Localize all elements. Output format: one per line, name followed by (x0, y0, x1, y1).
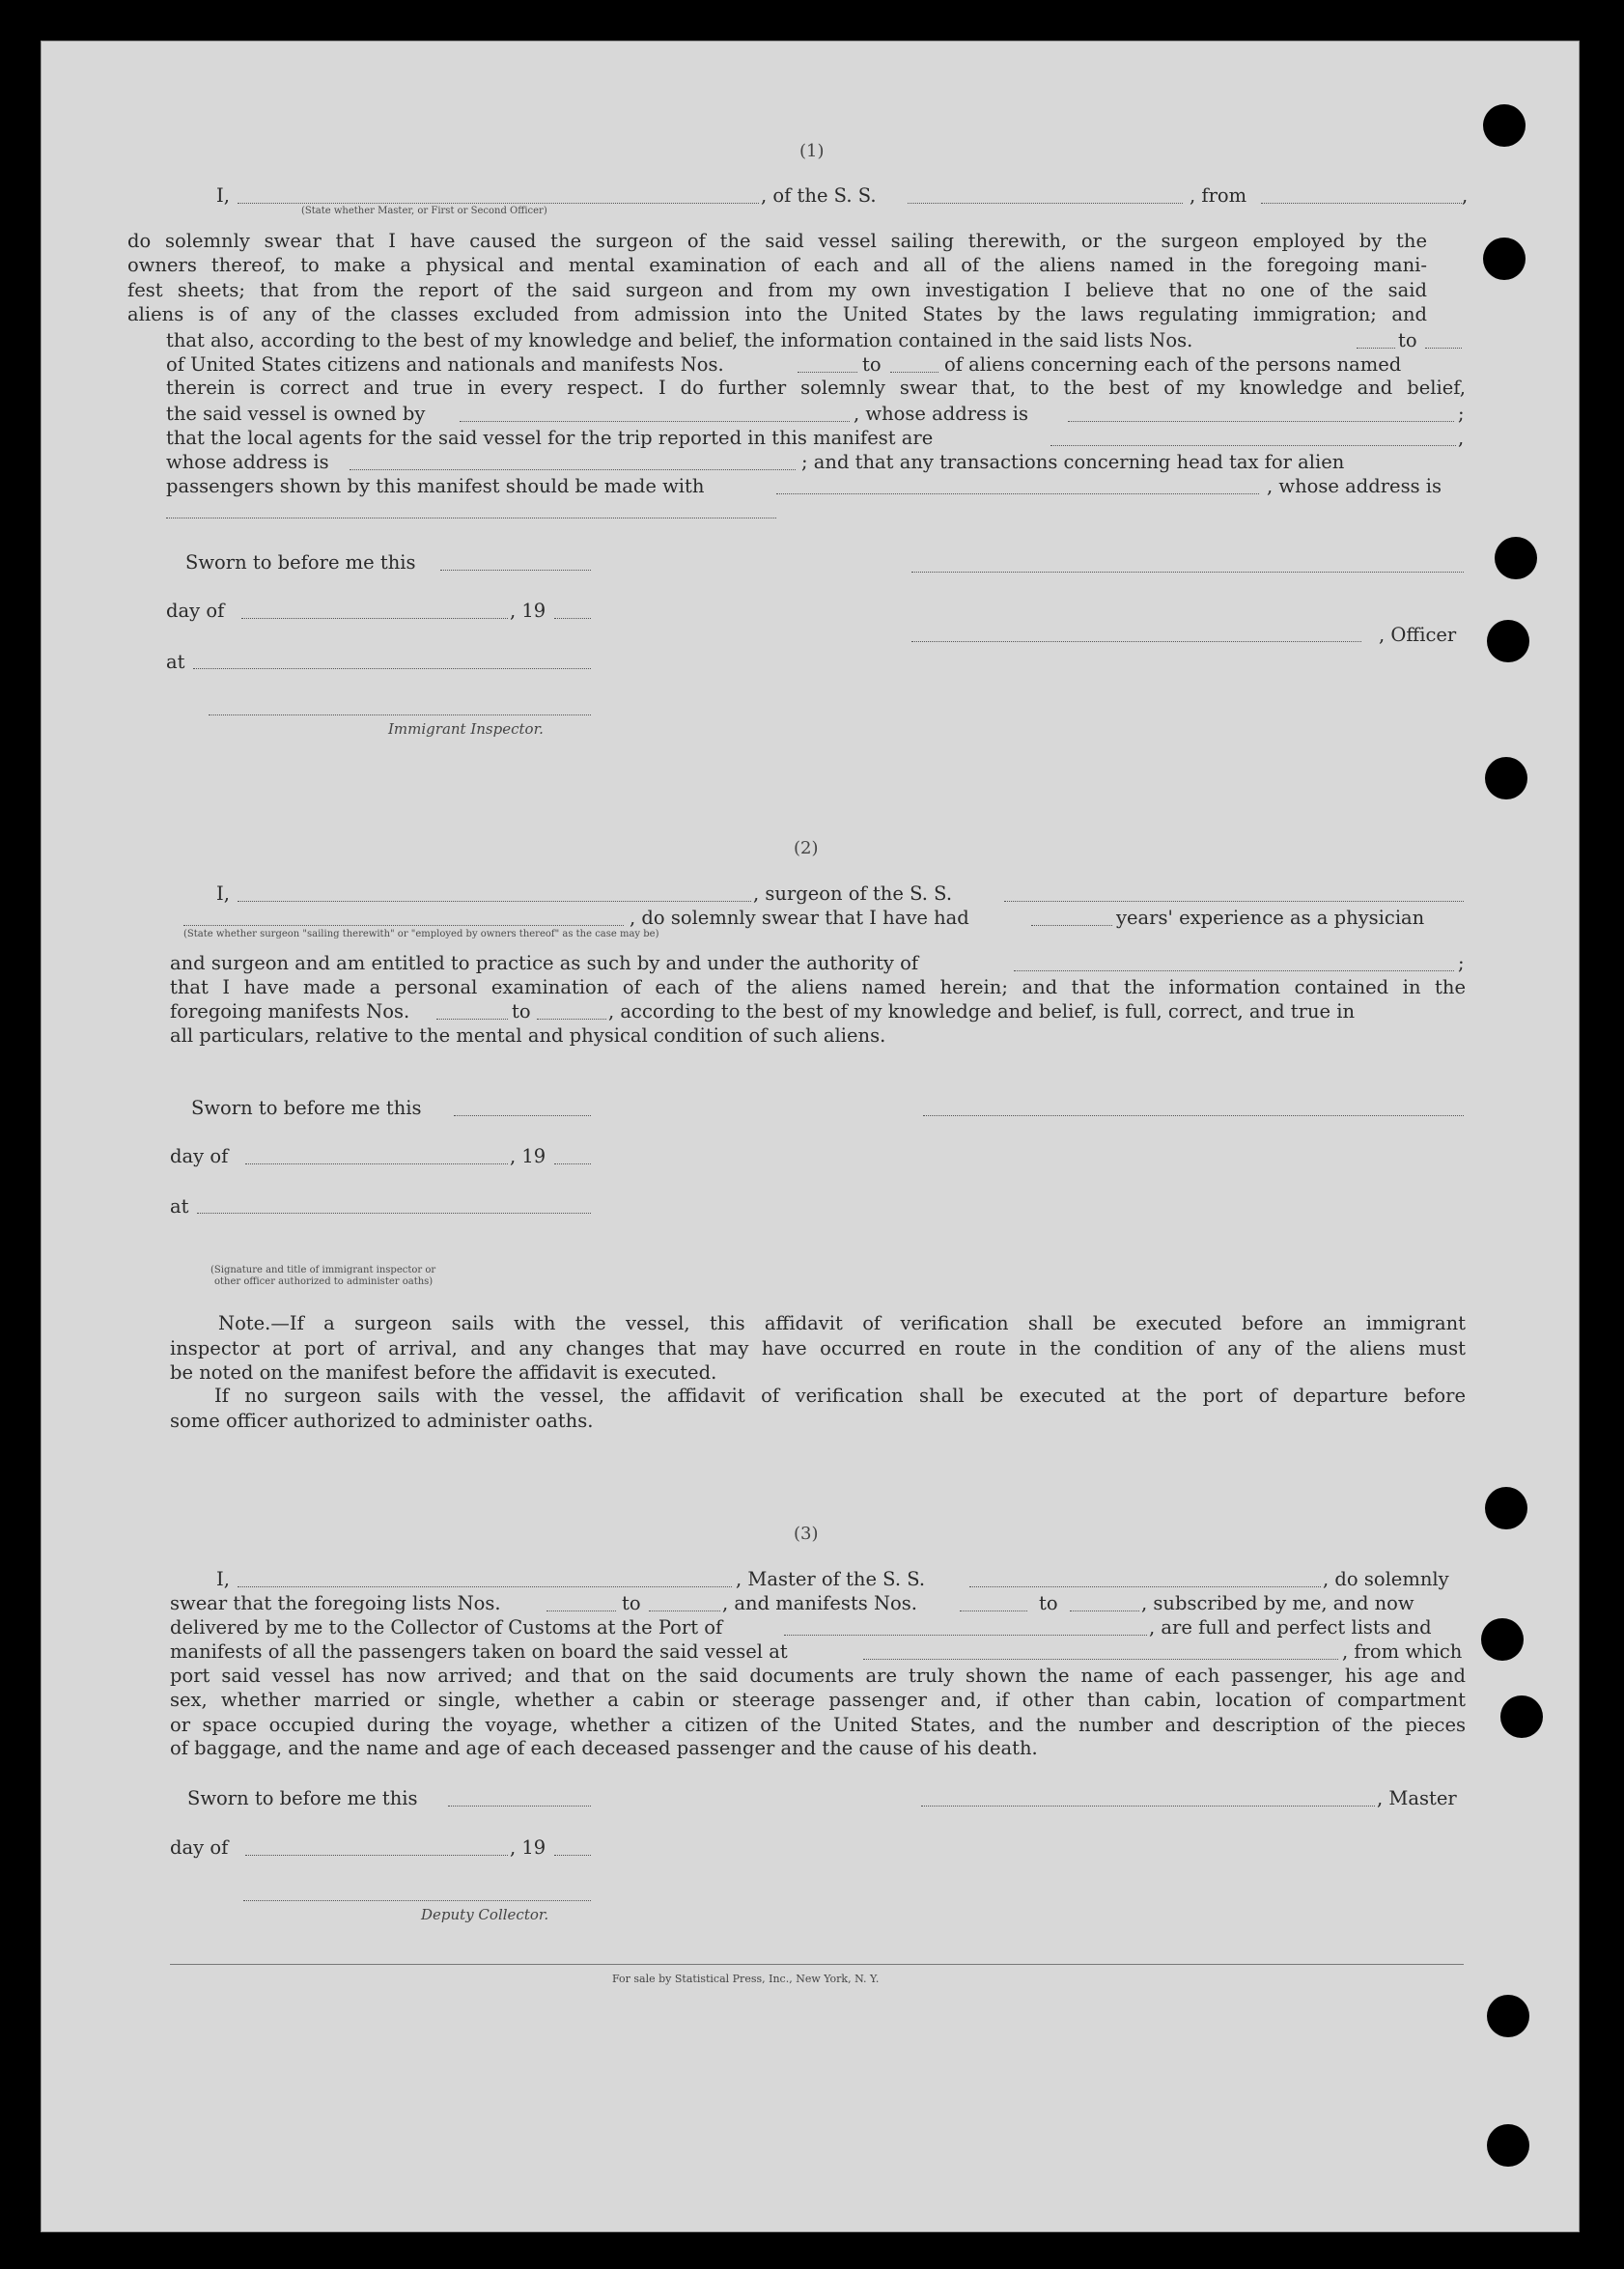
s1-inspector-sign-field[interactable] (209, 714, 591, 715)
s2-note-line-3: be noted on the manifest before the affidavit is executed. (170, 1361, 717, 1384)
s1-agents-address-label: whose address is (166, 451, 329, 473)
s1-line-7a: of United States citizens and nationals and manifests Nos. (166, 353, 724, 376)
s1-officer-name-field[interactable] (238, 203, 759, 204)
s1-owner-address-field[interactable] (1068, 421, 1454, 422)
s1-day-of-label: day of (166, 600, 225, 622)
s2-sig-hint-1: (Signature and title of immigrant inspector or (210, 1265, 436, 1275)
footer-publisher: For sale by Statistical Press, Inc., New York, N. Y. (612, 1973, 880, 1985)
s2-semicolon: ; (1458, 952, 1465, 974)
s3-i-label: I, (216, 1568, 230, 1590)
s1-line-1: do solemnly swear that I have caused the surgeon of the said vessel sailing therewith, or the surgeon employed by the (127, 230, 1427, 252)
s3-manifests-label: , and manifests Nos. (722, 1592, 917, 1614)
s1-day-of-field[interactable] (241, 618, 508, 619)
s1-manifests-from-field[interactable] (798, 372, 857, 373)
s1-semicolon: ; (1458, 403, 1465, 425)
s1-lists-from-field[interactable] (1357, 348, 1395, 349)
s1-line-2: owners thereof, to make a physical and mental examination of each and all of the aliens named in the foregoing mani- (127, 254, 1427, 276)
s1-officer-sign-field[interactable] (911, 641, 1361, 642)
s3-boarded-at-field[interactable] (863, 1659, 1338, 1660)
s1-headtax-party-field[interactable] (776, 493, 1259, 494)
s1-line-8: therein is correct and true in every respect. I do further solemnly swear that, to the best of my knowledge and belief, (166, 377, 1466, 399)
s1-owner-address-label: , whose address is (854, 403, 1029, 425)
s1-line-4: aliens is of any of the classes excluded from admission into the United States by the laws regulating immigration; and (127, 303, 1427, 325)
punch-hole (1500, 1695, 1543, 1738)
s1-officer-label: , Officer (1379, 624, 1457, 646)
s2-authority-label: and surgeon and am entitled to practice as such by and under the authority of (170, 952, 919, 974)
punch-hole (1485, 757, 1527, 799)
s2-surgeon-hint: (State whether surgeon "sailing therewith" or "employed by owners thereof" as the case may be) (183, 929, 659, 939)
punch-hole (1495, 537, 1537, 579)
s1-signature-field[interactable] (911, 572, 1464, 573)
s2-note-line-5: some officer authorized to administer oaths. (170, 1410, 594, 1432)
s3-full-lists-label: , are full and perfect lists and (1149, 1616, 1432, 1639)
s2-belief-label: , according to the best of my knowledge and belief, is full, correct, and true in (608, 1000, 1356, 1022)
s1-whose-address-label: , whose address is (1267, 475, 1442, 497)
punch-hole (1485, 1487, 1527, 1529)
s2-surgeon-of-label: , surgeon of the S. S. (753, 882, 953, 905)
s3-master-label: , Master (1377, 1787, 1457, 1809)
s1-officer-hint: (State whether Master, or First or Second Officer) (301, 206, 547, 216)
s3-line-6: sex, whether married or single, whether a cabin or steerage passenger and, if other than cabin, location of compartment (170, 1689, 1466, 1711)
s1-line-3: fest sheets; that from the report of the said surgeon and from my own investigation I believe that no one of the said (127, 279, 1427, 301)
s3-port-field[interactable] (784, 1635, 1147, 1636)
punch-hole (1487, 2124, 1529, 2167)
s3-delivered-label: delivered by me to the Collector of Customs at the Port of (170, 1616, 723, 1639)
s3-day-of-field[interactable] (245, 1855, 508, 1856)
s3-year-label: , 19 (510, 1836, 546, 1859)
s1-sworn-day-field[interactable] (440, 570, 591, 571)
s2-sworn-day-field[interactable] (454, 1115, 591, 1116)
s2-year-label: , 19 (510, 1145, 546, 1167)
s3-year-field[interactable] (554, 1855, 591, 1856)
s2-years-label: years' experience as a physician (1116, 907, 1425, 929)
s2-note-line-1: Note.—If a surgeon sails with the vessel, this affidavit of verification shall be executed before an immigrant (218, 1312, 1466, 1334)
s2-line-4: that I have made a personal examination of each of the aliens named herein; and that the information contained in the (170, 976, 1466, 998)
punch-hole (1487, 1995, 1529, 2037)
s1-comma: , (1462, 184, 1469, 207)
s2-sig-hint-2: other officer authorized to administer oaths) (214, 1276, 434, 1287)
s2-line-6: all particulars, relative to the mental and physical condition of such aliens. (170, 1024, 886, 1047)
s2-note-line-2: inspector at port of arrival, and any changes that may have occurred en route in the condition of any of the aliens must (170, 1337, 1466, 1359)
s2-i-label: I, (216, 882, 230, 905)
s2-note-line-4: If no surgeon sails with the vessel, the affidavit of verification shall be executed at the port of departure before (214, 1385, 1466, 1407)
s1-line-6b: to (1398, 329, 1417, 351)
s1-line-7b: to (862, 353, 882, 376)
s2-manifests-to-field[interactable] (537, 1019, 606, 1020)
punch-hole (1481, 1618, 1524, 1661)
s1-from-field[interactable] (1261, 203, 1462, 204)
section-1-number: (1) (799, 141, 825, 161)
s2-surgeon-type-field[interactable] (183, 925, 624, 926)
s2-at-label: at (170, 1195, 189, 1218)
punch-hole (1483, 104, 1526, 147)
s1-passengers-label: passengers shown by this manifest should be made with (166, 475, 705, 497)
s3-line-8: of baggage, and the name and age of each deceased passenger and the cause of his death. (170, 1737, 1038, 1759)
s2-years-field[interactable] (1031, 925, 1112, 926)
s3-lists-to-label: to (622, 1592, 641, 1614)
s3-sworn-day-field[interactable] (448, 1806, 591, 1807)
s3-master-of-label: , Master of the S. S. (736, 1568, 926, 1590)
punch-hole (1483, 238, 1526, 280)
s1-agents-comma: , (1458, 427, 1465, 449)
s1-line-6a: that also, according to the best of my knowledge and belief, the information contained in the said lists Nos. (166, 329, 1193, 351)
section-2-number: (2) (794, 838, 819, 858)
s2-vessel-field[interactable] (1004, 901, 1464, 902)
s3-vessel-field[interactable] (969, 1586, 1321, 1587)
s1-at-label: at (166, 651, 185, 673)
s2-day-of-field[interactable] (245, 1163, 508, 1164)
s1-inspector-label: Immigrant Inspector. (388, 720, 544, 738)
s2-swear-label: , do solemnly swear that I have had (630, 907, 969, 929)
s3-line-5: port said vessel has now arrived; and that on the said documents are truly shown the name of each passenger, his age and (170, 1665, 1466, 1687)
s1-manifests-to-field[interactable] (890, 372, 938, 373)
s2-day-of-label: day of (170, 1145, 229, 1167)
s3-deputy-label: Deputy Collector. (421, 1906, 549, 1923)
s3-deputy-sign-field[interactable] (243, 1900, 591, 1901)
s3-master-sign-field[interactable] (921, 1806, 1375, 1807)
s1-from-label: , from (1190, 184, 1247, 207)
s1-lists-to-field[interactable] (1425, 348, 1462, 349)
s3-from-which-label: , from which (1342, 1640, 1463, 1663)
s1-agents-field[interactable] (1050, 445, 1456, 446)
s3-line-7: or space occupied during the voyage, whether a citizen of the United States, and the number and description of the pieces (170, 1714, 1466, 1736)
s1-year-field[interactable] (554, 618, 591, 619)
s3-sworn-label: Sworn to before me this (187, 1787, 418, 1809)
s2-manifests-from-field[interactable] (436, 1019, 508, 1020)
section-3-number: (3) (794, 1524, 819, 1544)
s1-of-ss-label: , of the S. S. (761, 184, 877, 207)
s2-manifests-label: foregoing manifests Nos. (170, 1000, 410, 1022)
s1-headtax-label: ; and that any transactions concerning head tax for alien (801, 451, 1345, 473)
s1-year-label: , 19 (510, 600, 546, 622)
s3-solemnly-label: , do solemnly (1323, 1568, 1449, 1590)
s3-day-of-label: day of (170, 1836, 229, 1859)
footer-rule (170, 1964, 1464, 1965)
s3-lists-label: swear that the foregoing lists Nos. (170, 1592, 501, 1614)
s1-owned-label: the said vessel is owned by (166, 403, 426, 425)
s2-at-field[interactable] (197, 1213, 591, 1214)
s3-subscribed-label: , subscribed by me, and now (1141, 1592, 1414, 1614)
s3-master-name-field[interactable] (238, 1586, 732, 1587)
s3-boarded-label: manifests of all the passengers taken on board the said vessel at (170, 1640, 788, 1663)
punch-hole (1487, 620, 1529, 662)
s2-sworn-label: Sworn to before me this (191, 1097, 422, 1119)
s1-vessel-field[interactable] (908, 203, 1183, 204)
s1-i-label: I, (216, 184, 230, 207)
s1-agents-label: that the local agents for the said vessel for the trip reported in this manifest are (166, 427, 934, 449)
s2-to-label: to (512, 1000, 531, 1022)
s2-surgeon-name-field[interactable] (238, 901, 751, 902)
s2-authority-field[interactable] (1014, 970, 1454, 971)
s3-manifests-to-label: to (1039, 1592, 1058, 1614)
s1-line-7c: of aliens concerning each of the persons named (944, 353, 1402, 376)
s2-year-field[interactable] (554, 1163, 591, 1164)
s1-agents-address-field[interactable] (350, 469, 796, 470)
s2-signature-field[interactable] (923, 1115, 1464, 1116)
s1-owner-field[interactable] (460, 421, 850, 422)
s1-at-field[interactable] (193, 668, 591, 669)
s1-sworn-label: Sworn to before me this (185, 551, 416, 574)
